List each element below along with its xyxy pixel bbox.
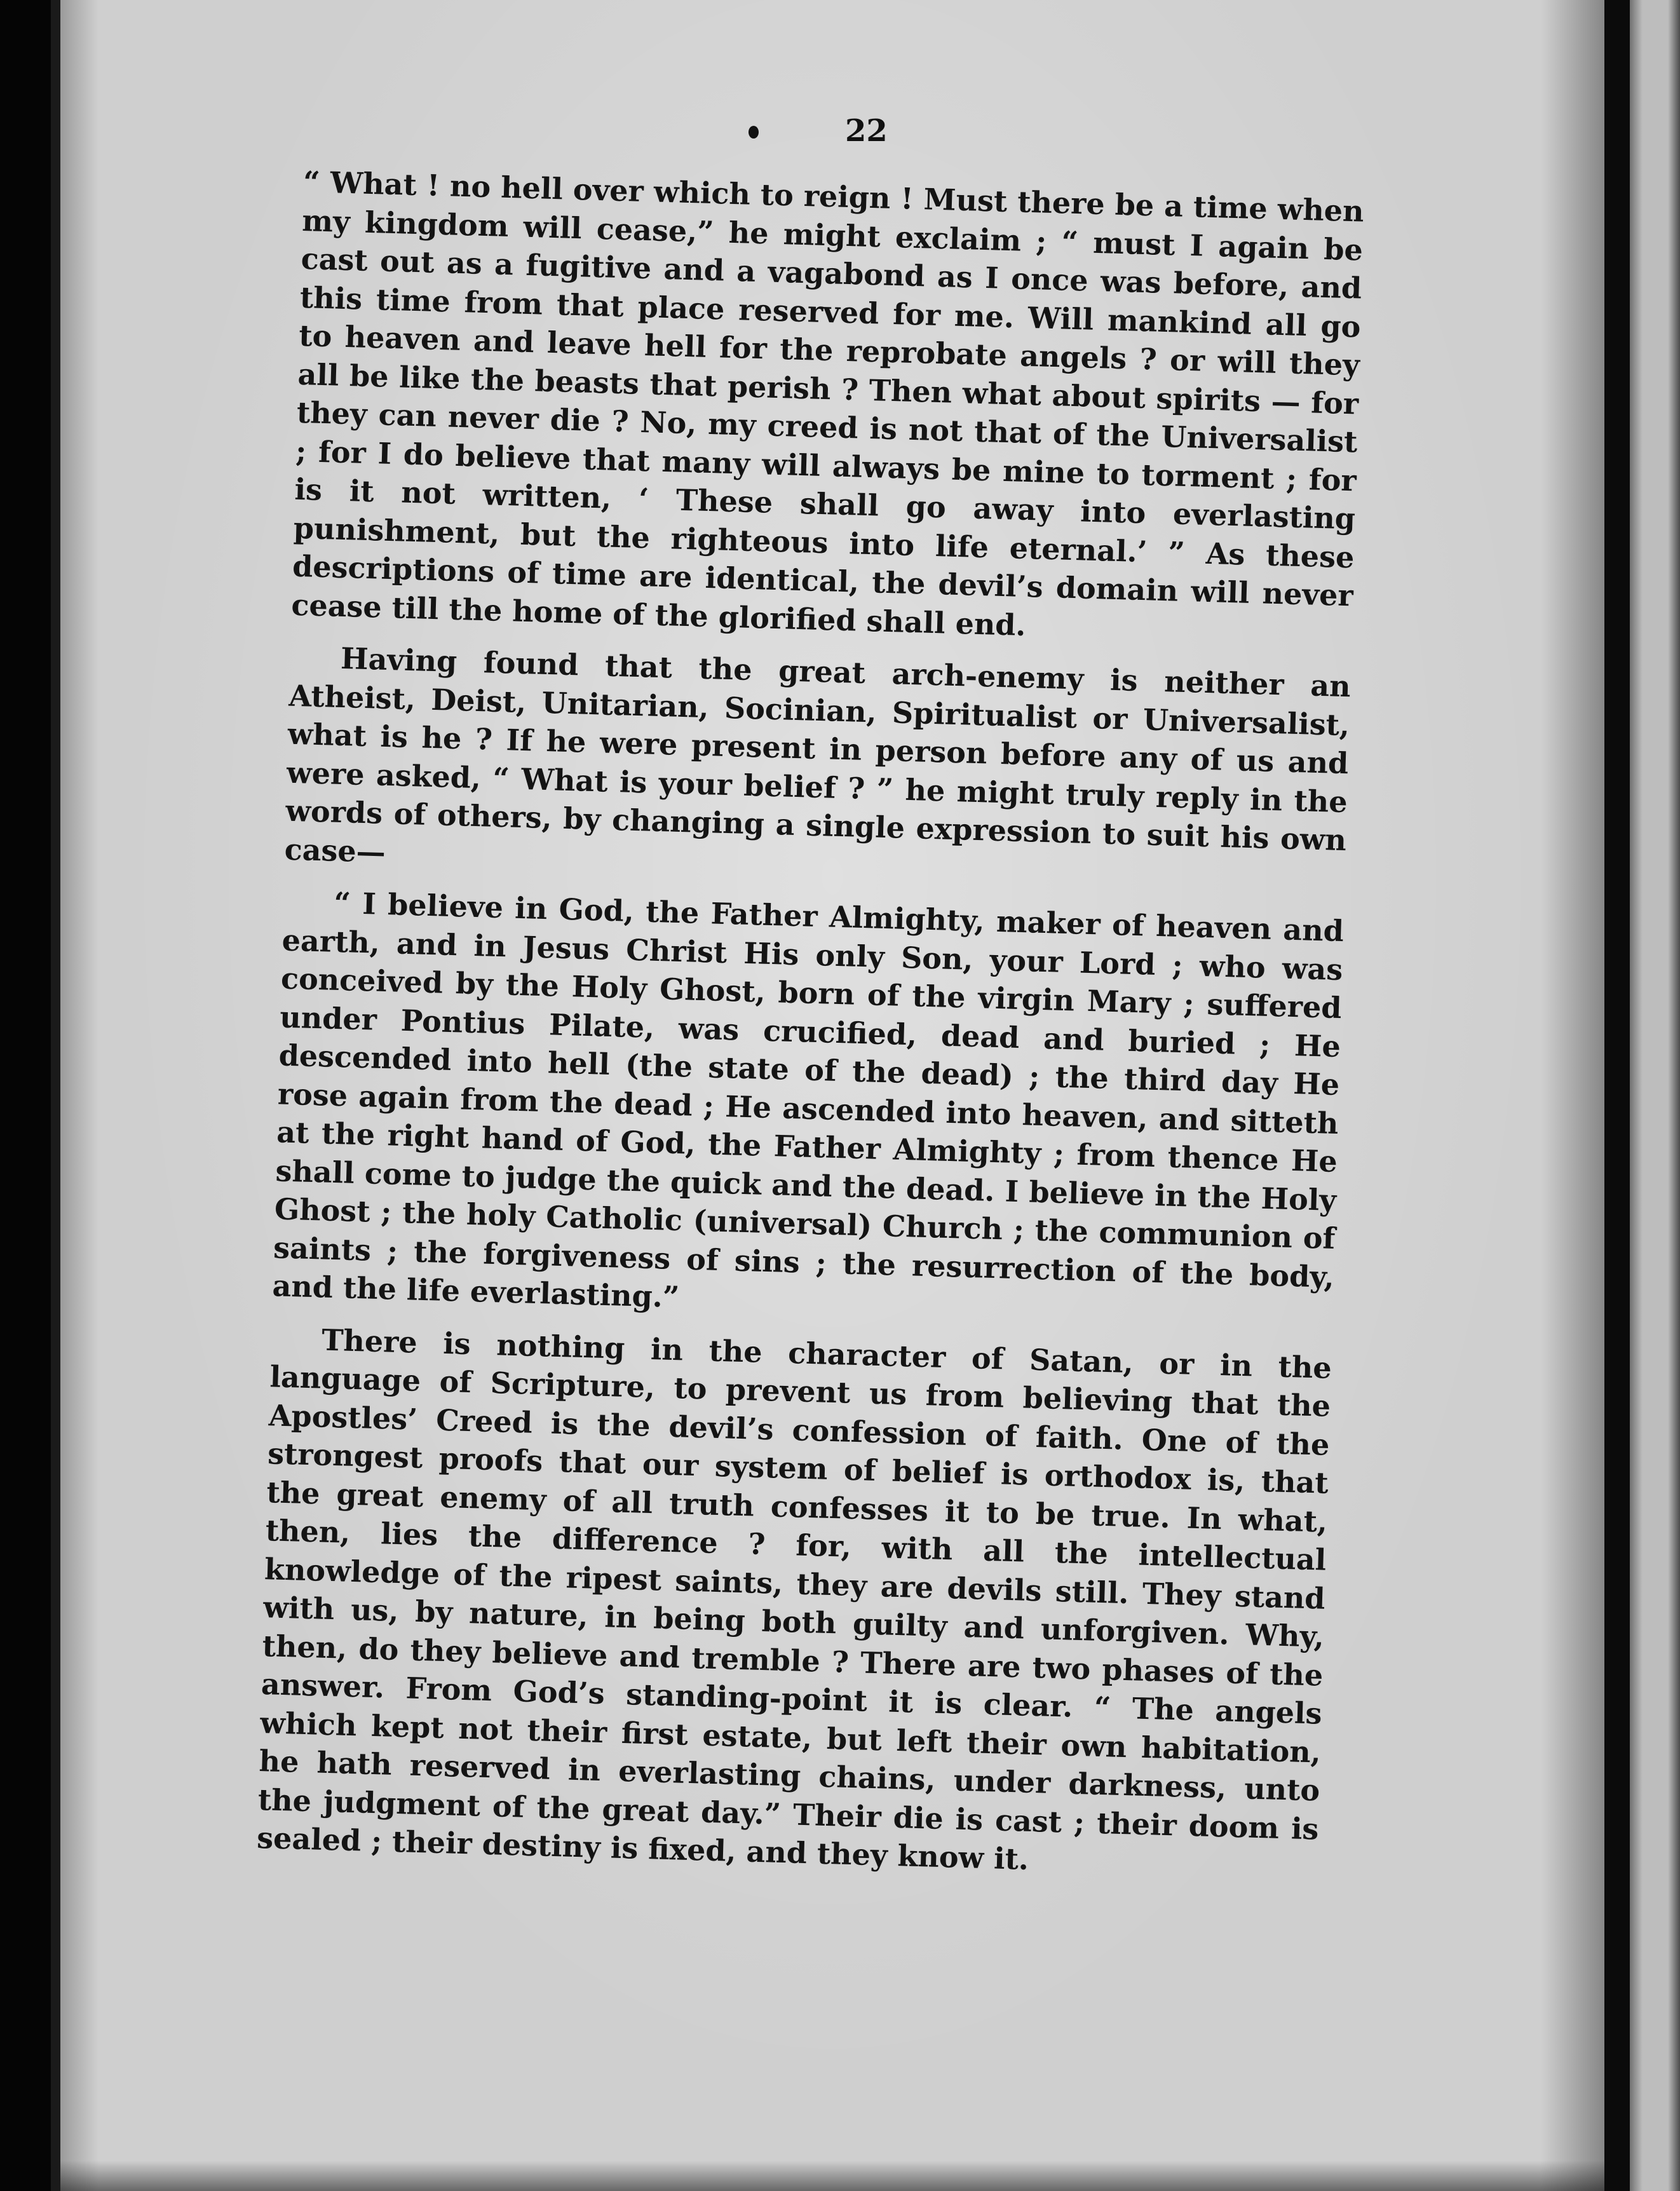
ink-dot-mark bbox=[749, 126, 759, 139]
paragraph-2: Having found that the great arch-enemy is neither an Atheist, Deist, Unitarian, Socinian, Spiritualist or Universalist, what is he ? If he were present in person before any of us and were asked, “ What is your belief ? ” he might truly reply in the words of others, by changing a single expression to suit his own case— bbox=[284, 641, 1351, 869]
adjacent-page-edge bbox=[1630, 0, 1680, 2191]
paragraph-1: “ What ! no hell over which to reign ! Must there be a time when my kingdom will cease,” he might exclaim ; “ must I again be cast out as a fugitive and a vagabond as I once was before, and this time from that place reserved for me. Will mankind all go to heaven and leave hell for the reprobate angels ? or will they all be like the beasts that perish ? Then what about spirits — for they can never die ? No, my creed is not that of the Universalist ; for I do believe that many will always be mine to torment ; for is it not written, ‘ These shall go away into everlasting punishment, but the righteous into life eternal.’ ” As these descriptions of time are identical, the devil’s domain will never cease till the home of the glorified shall end. bbox=[290, 164, 1365, 642]
paragraph-4: There is nothing in the character of Satan, or in the language of Scripture, to prevent us from believing that the Apostles’ Creed is the devil’s confession of faith. One of the strongest proofs that our system of belief is orthodox is, that the great enemy of all truth confesses it to be true. In what, then, lies the difference ? for, with all the intellectual knowledge of the ripest saints, they are devils still. They stand with us, by nature, in being both guilty and unforgiven. Why, then, do they believe and tremble ? There are two phases of the answer. From God’s standing-point it is clear. “ The angels which kept not their first estate, but left their own habitation, he hath reserved in everlasting chains, under darkness, unto the judgment of the great day.” Their die is cast ; their doom is sealed ; their destiny is fixed, and they know it. bbox=[256, 1322, 1332, 1876]
binding-gap bbox=[1604, 0, 1630, 2191]
page-number: 22 bbox=[845, 113, 888, 149]
body-text bbox=[257, 163, 1365, 1887]
paragraph-3-creed: “ I believe in God, the Father Almighty, maker of heaven and earth, and in Jesus Christ His only Son, your Lord ; who was conceived by the Holy Ghost, born of the virgin Mary ; suffered under Pontius Pilate, was crucified, dead and buried ; He descended into hell (the state of the dead) ; the third day He rose again from the dead ; He ascended into heaven, and sitteth at the right hand of God, the Father Almighty ; from thence He shall come to judge the quick and the dead. I believe in the Holy Ghost ; the holy Catholic (universal) Church ; the communion of saints ; the forgiveness of sins ; the resurrection of the body, and the life everlasting.” bbox=[271, 885, 1345, 1315]
page-bottom-shadow bbox=[60, 2160, 1604, 2191]
